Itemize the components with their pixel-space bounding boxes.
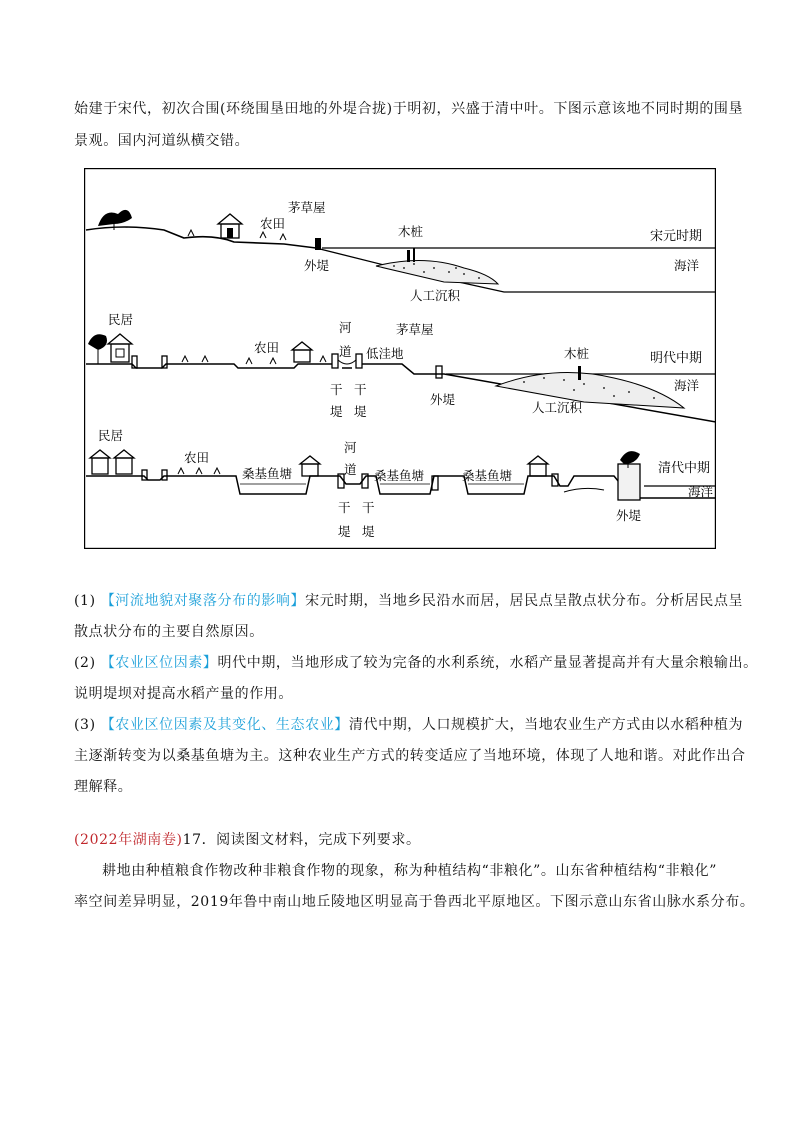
qing-trunk-dike-a-1: 干 [338,500,351,515]
question-17-line-1: 耕地由种植粮食作物改种非粮食作物的现象，称为种植结构“非粮化”。山东省种植结构“非粮化” [102,863,718,879]
qing-mulberry-pond-1: 桑基鱼塘 [242,466,293,481]
question-2-line-1 [74,652,758,672]
ming-residence-label: 民居 [108,312,134,327]
question-3-text: 清代中期，人口规模扩大，当地农业生产方式由以水稻种植为 [348,717,744,733]
intro-line-2: 景观。国内河道纵横交错。 [74,133,250,149]
question-2-line-2: 说明堤坝对提高水稻产量的作用。 [74,686,293,702]
song-era-label: 宋元时期 [650,229,703,244]
question-3-number: (3) [74,717,96,733]
qing-mulberry-pond-3: 桑基鱼塘 [462,468,513,483]
question-1-line-2: 散点状分布的主要自然原因。 [74,624,264,640]
ming-ocean-label: 海洋 [674,378,700,393]
question-17-heading [74,829,421,849]
question-17-source: (2022年湖南卷) [74,832,183,848]
question-3-line-2: 主逐渐转变为以桑基鱼塘为主。这种农业生产方式的转变适应了当地环境，体现了人地和谐。对此作出合 [74,748,746,764]
question-2-text: 明代中期，当地形成了较为完备的水利系统，水稻产量显著提高并有大量余粮输出。 [217,655,758,671]
qing-residence-label: 民居 [98,428,124,443]
qing-ocean-label: 海洋 [688,484,714,499]
ming-river-label-1: 河 [339,320,352,335]
qing-trunk-dike-b-2: 堤 [362,524,375,539]
ming-river-label-2: 道 [339,344,352,359]
question-3-line-3: 理解释。 [74,779,133,795]
question-17-line-2: 率空间差异明显，2019年鲁中南山地丘陵地区明显高于鲁西北平原地区。下图示意山东省山脉水系分布。 [74,894,755,910]
question-1-number: (1) [74,593,96,609]
intro-line-1: 始建于宋代，初次合围(环绕围垦田地的外堤合拢)于明初，兴盛于清中叶。下图示意该地不同时期的围垦 [74,101,744,117]
ming-thatched-house-label: 茅草屋 [396,322,434,337]
ming-outer-dike-label: 外堤 [430,392,456,407]
song-thatched-house-label: 茅草屋 [288,200,326,215]
song-wooden-pile-label: 木桩 [398,224,424,239]
song-artificial-deposit-label: 人工沉积 [410,288,461,303]
qing-river-label-2: 道 [344,462,357,477]
question-3-tag: 【农业区位因素及其变化、生态农业】 [100,717,349,733]
ming-trunk-dike-a-2: 堤 [330,404,343,419]
ming-wooden-pile-label: 木桩 [564,346,590,361]
qing-era-label: 清代中期 [658,461,711,476]
qing-mulberry-pond-2: 桑基鱼塘 [374,468,425,483]
ming-era-label: 明代中期 [650,351,703,366]
question-17-title: 17．阅读图文材料，完成下列要求。 [182,832,421,848]
question-3-line-1 [74,714,743,734]
ming-lowland-label: 低洼地 [366,346,404,361]
ming-farmland-label: 农田 [254,340,280,355]
question-2-tag: 【农业区位因素】 [100,655,218,671]
qing-trunk-dike-b-1: 干 [362,500,375,515]
question-1-tag: 【河流地貌对聚落分布的影响】 [100,593,306,609]
qing-outer-dike-label: 外堤 [616,508,642,523]
ming-trunk-dike-b-1: 干 [354,382,367,397]
question-2-number: (2) [74,655,96,671]
song-outer-dike-label: 外堤 [304,258,330,273]
reclamation-landscape-figure [84,168,716,549]
question-1-line-1 [74,590,743,610]
song-outer-dike-shape [315,238,321,250]
qing-trunk-dike-a-2: 堤 [338,524,351,539]
ming-trunk-dike-b-2: 堤 [354,404,367,419]
ming-artificial-deposit-label: 人工沉积 [532,400,583,415]
song-ocean-label: 海洋 [674,258,700,273]
ming-trunk-dike-a-1: 干 [330,382,343,397]
song-farmland-label: 农田 [260,216,286,231]
qing-river-label-1: 河 [344,440,357,455]
qing-farmland-label: 农田 [184,450,210,465]
question-1-text: 宋元时期，当地乡民沿水而居，居民点呈散点状分布。分析居民点呈 [305,593,744,609]
qing-outer-dike-shape [618,451,640,500]
